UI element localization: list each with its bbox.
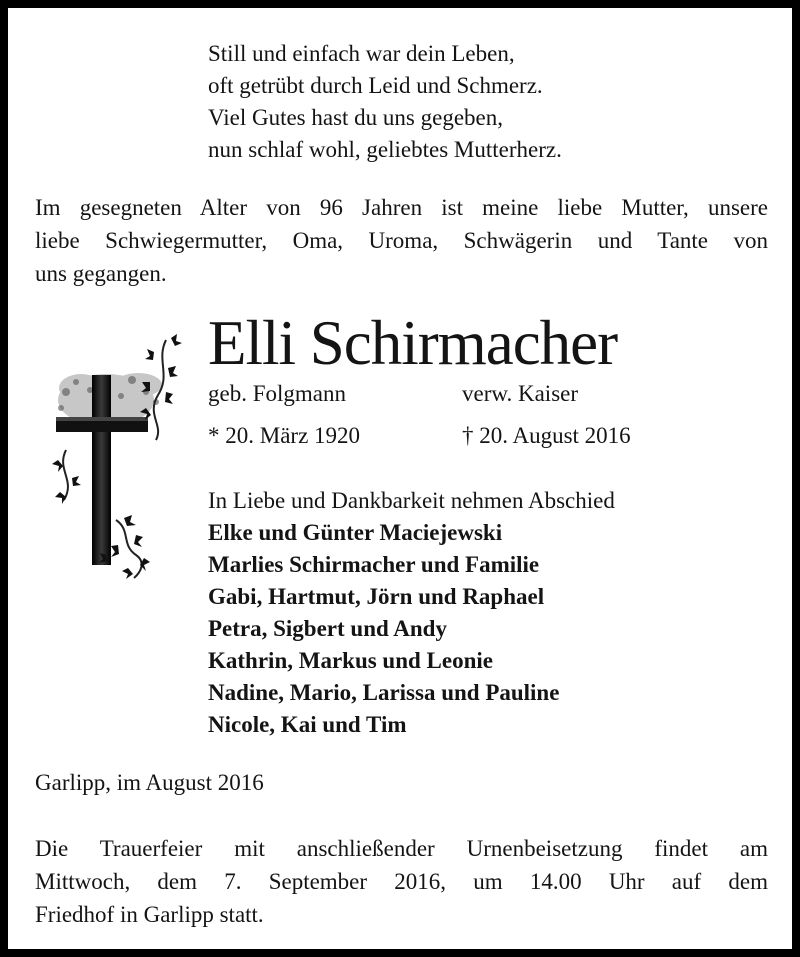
deceased-name: Elli Schirmacher xyxy=(208,308,618,378)
farewell-intro: In Liebe und Dankbarkeit nehmen Abschied xyxy=(208,488,615,513)
mourner-line: Kathrin, Markus und Leonie xyxy=(208,648,493,673)
funeral-line: Mittwoch, dem 7. September 2016, um 14.00 Uhr auf dem xyxy=(35,869,768,894)
mourner-line: Nicole, Kai und Tim xyxy=(208,712,407,737)
intro-line: liebe Schwiegermutter, Oma, Uroma, Schwägerin und Tante von xyxy=(35,228,768,253)
poem-line: nun schlaf wohl, geliebtes Mutterherz. xyxy=(208,137,562,162)
cross-with-ivy-icon xyxy=(46,330,196,580)
poem-line: oft getrübt durch Leid und Schmerz. xyxy=(208,73,543,98)
death-date: † 20. August 2016 xyxy=(462,423,631,448)
mourners-block xyxy=(208,485,615,741)
funeral-line: Die Trauerfeier mit anschließender Urnenbeisetzung findet am xyxy=(35,836,768,861)
mourner-line: Petra, Sigbert und Andy xyxy=(208,616,447,641)
mourner-line: Nadine, Mario, Larissa und Pauline xyxy=(208,680,560,705)
obituary-card xyxy=(8,8,792,949)
widowed-name: verw. Kaiser xyxy=(462,381,579,406)
mourner-line: Gabi, Hartmut, Jörn und Raphael xyxy=(208,584,545,609)
poem-line: Viel Gutes hast du uns gegeben, xyxy=(208,105,504,130)
poem xyxy=(208,38,562,166)
mourner-line: Elke und Günter Maciejewski xyxy=(208,520,503,545)
poem-line: Still und einfach war dein Leben, xyxy=(208,41,515,66)
intro-line: uns gegangen. xyxy=(35,261,167,286)
birth-name: geb. Folgmann xyxy=(208,381,346,406)
birth-date: * 20. März 1920 xyxy=(208,423,361,448)
intro-line: Im gesegneten Alter von 96 Jahren ist meine liebe Mutter, unsere xyxy=(35,195,768,220)
place-date: Garlipp, im August 2016 xyxy=(35,770,264,795)
funeral-notice xyxy=(35,832,768,931)
intro-text xyxy=(35,191,768,290)
mourner-line: Marlies Schirmacher und Familie xyxy=(208,552,540,577)
funeral-line: Friedhof in Garlipp statt. xyxy=(35,902,264,927)
